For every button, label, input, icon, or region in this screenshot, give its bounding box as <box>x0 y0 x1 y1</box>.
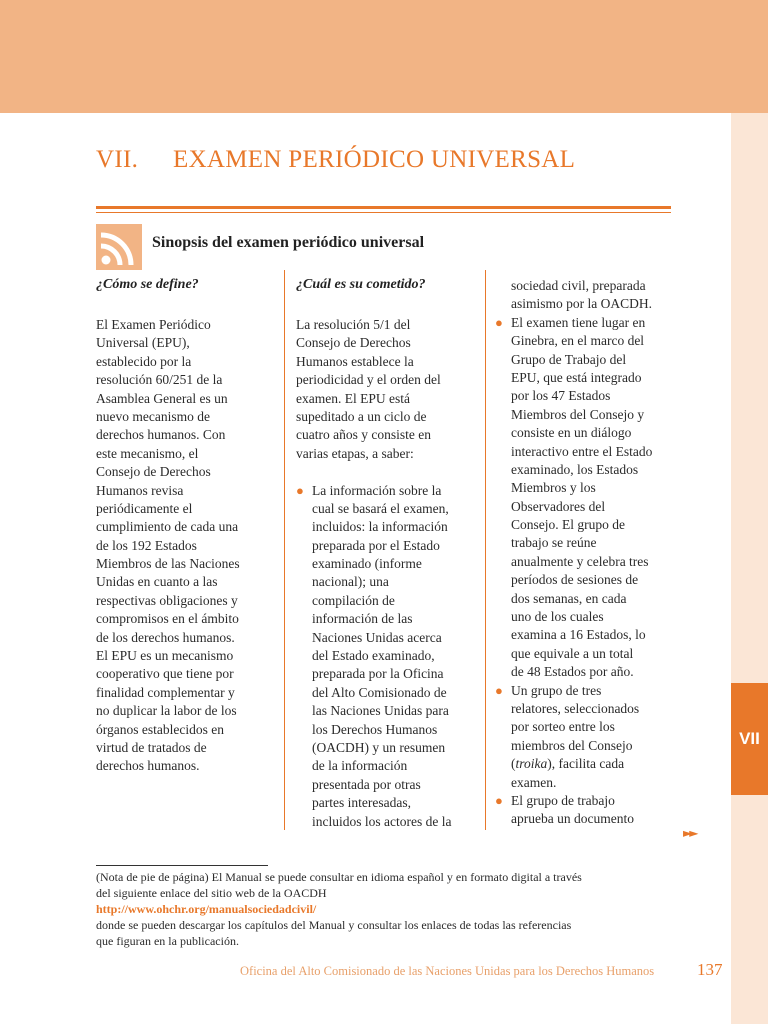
text-line: Grupo de Trabajo del <box>511 351 627 367</box>
text-line: Humanos establece la <box>296 353 414 369</box>
chapter-number: VII. <box>96 146 139 173</box>
text-line: preparada por la Oficina <box>312 666 444 682</box>
text-line: periódicamente el <box>96 500 193 516</box>
text-line: de 48 Estados por año. <box>511 664 634 680</box>
text-line: Consejo de Derechos <box>96 464 211 480</box>
footnote-line: donde se pueden descargar los capítulos del Manual y consultar los enlaces de todas las referencias <box>96 918 572 932</box>
text-line: Miembros del Consejo y <box>511 406 645 422</box>
header-band <box>0 0 768 113</box>
text-line: del Alto Comisionado de <box>312 684 447 700</box>
text-line: asimismo por la OACDH. <box>511 296 652 312</box>
col3-body <box>495 277 701 829</box>
text-line: no duplicar la labor de los <box>96 703 237 719</box>
text-line: establecido por la <box>96 353 192 369</box>
text-line: Ginebra, en el marco del <box>511 333 645 349</box>
text-line: sociedad civil, preparada <box>511 278 646 293</box>
text-line: cuatro años y consiste en <box>296 427 431 443</box>
text-line: presentada por otras <box>312 776 421 792</box>
text-line: cooperativo que tiene por <box>96 666 234 682</box>
text-line: Miembros y los <box>511 480 596 496</box>
chapter-heading: EXAMEN PERIÓDICO UNIVERSAL <box>173 146 576 173</box>
text-line: resolución 60/251 de la <box>96 372 223 388</box>
text-line: examinado (informe <box>312 556 422 572</box>
text-line: Consejo. El grupo de <box>511 517 625 533</box>
text-line: (OACDH) y un resumen <box>312 739 446 755</box>
bullet-icon: ● <box>495 792 503 808</box>
text-line: preparada por el Estado <box>312 537 440 553</box>
text-line: Miembros de las Naciones <box>96 556 240 572</box>
footer-text: Oficina del Alto Comisionado de las Naciones Unidas para los Derechos Humanos <box>240 964 655 978</box>
text-line: de los 192 Estados <box>96 537 197 553</box>
text-line: relatores, seleccionados <box>511 700 640 716</box>
text-line: supeditado a un ciclo de <box>296 408 427 424</box>
text-line: compromisos en el ámbito <box>96 611 239 627</box>
text-line: El Examen Periódico <box>96 317 211 332</box>
text-line: examen. El EPU está <box>296 390 410 406</box>
text-line: interactivo entre el Estado <box>511 443 653 459</box>
footnote-rule <box>96 865 268 866</box>
bullet-icon: ● <box>296 482 304 498</box>
troika-word: troika <box>515 756 548 772</box>
col1-body <box>96 316 276 776</box>
text-line: por sorteo entre los <box>511 719 615 735</box>
column-divider-1 <box>284 270 285 830</box>
text-line: incluidos los actores de la <box>312 813 452 829</box>
footnote-line: (Nota de pie de página) El Manual se puede consultar en idioma español y en formato digital a través <box>96 870 582 884</box>
text-line: virtud de tratados de <box>96 739 207 755</box>
next-page-arrow-icon[interactable]: ►► <box>683 826 696 840</box>
page-number: 137 <box>697 960 723 979</box>
text-line: Consejo de Derechos <box>296 335 411 351</box>
text-line: derechos humanos. <box>96 758 200 774</box>
text-line: anualmente y celebra tres <box>511 553 649 569</box>
text-line: compilación de <box>312 592 395 608</box>
text-line: Un grupo de tres <box>511 682 602 698</box>
text-line: consiste en un diálogo <box>511 425 632 441</box>
col2-body <box>296 316 476 831</box>
text-line: Universal (EPU), <box>96 335 190 351</box>
text-line: La información sobre la <box>312 482 442 498</box>
text-line: nacional); una <box>312 574 389 590</box>
col1-heading: ¿Cómo se define? <box>96 277 199 292</box>
bullet-icon: ● <box>495 314 503 330</box>
text-line: uno de los cuales <box>511 609 604 625</box>
chapter-title <box>96 146 575 174</box>
text-line: La resolución 5/1 del <box>296 317 411 332</box>
text-line: trabajo se reúne <box>511 535 597 551</box>
text-line: cual se basará el examen, <box>312 500 449 516</box>
synopsis-title: Sinopsis del examen periódico universal <box>152 234 425 251</box>
chapter-tab[interactable]: VII <box>731 683 768 795</box>
col2-heading: ¿Cuál es su cometido? <box>296 277 426 292</box>
footnote-line: del siguiente enlace del sitio web de la OACDH <box>96 886 327 900</box>
text-line: partes interesadas, <box>312 795 411 811</box>
text-line: respectivas obligaciones y <box>96 592 238 608</box>
text-line: examen. <box>511 774 557 790</box>
side-strip <box>731 113 768 1024</box>
text-line: por los 47 Estados <box>511 388 611 404</box>
column-divider-2 <box>485 270 486 830</box>
text-line: nuevo mecanismo de <box>96 408 210 424</box>
text-line: miembros del Consejo <box>511 737 633 753</box>
text-line: Unidas en cuanto a las <box>96 574 218 590</box>
title-rule <box>96 206 671 209</box>
title-rule-thin <box>96 212 671 213</box>
text-line: Observadores del <box>511 498 606 514</box>
text-line: periodicidad y el orden del <box>296 372 441 388</box>
text-line: El EPU es un mecanismo <box>96 648 234 664</box>
text-line: examinado, los Estados <box>511 461 639 477</box>
text-line: Asamblea General es un <box>96 390 228 406</box>
text-line: de los derechos humanos. <box>96 629 235 645</box>
text-line: los Derechos Humanos <box>312 721 438 737</box>
text-line: derechos humanos. Con <box>96 427 226 443</box>
text-line: este mecanismo, el <box>96 445 199 461</box>
text-line: incluidos: la información <box>312 519 448 535</box>
text-line: períodos de sesiones de <box>511 572 639 588</box>
text-line: Naciones Unidas acerca <box>312 629 442 645</box>
text-line: dos semanas, en cada <box>511 590 627 606</box>
text-line: Humanos revisa <box>96 482 184 498</box>
text-line: varias etapas, a saber: <box>296 445 414 461</box>
text-line: EPU, que está integrado <box>511 369 642 385</box>
text-line: del Estado examinado, <box>312 648 435 664</box>
text-line: de la información <box>312 758 408 774</box>
footnote-link[interactable]: http://www.ohchr.org/manualsociedadcivil/ <box>96 902 317 916</box>
text-line: El grupo de trabajo <box>511 792 615 808</box>
footnote <box>96 869 696 949</box>
text-line: aprueba un documento <box>511 811 634 827</box>
text-line: que equivale a un total <box>511 645 634 661</box>
text-line: órganos establecidos en <box>96 721 224 737</box>
text-line: cumplimiento de cada una <box>96 519 239 535</box>
text-line: El examen tiene lugar en <box>511 314 646 330</box>
text-line: finalidad complementar y <box>96 684 235 700</box>
bullet-icon: ● <box>495 682 503 698</box>
footnote-line: que figuran en la publicación. <box>96 934 239 948</box>
text-line: información de las <box>312 611 413 627</box>
text-line: (troika), facilita cada <box>511 756 625 772</box>
text-line: examina a 16 Estados, lo <box>511 627 646 643</box>
rss-feed-icon <box>96 224 142 270</box>
text-line: las Naciones Unidas para <box>312 703 449 719</box>
